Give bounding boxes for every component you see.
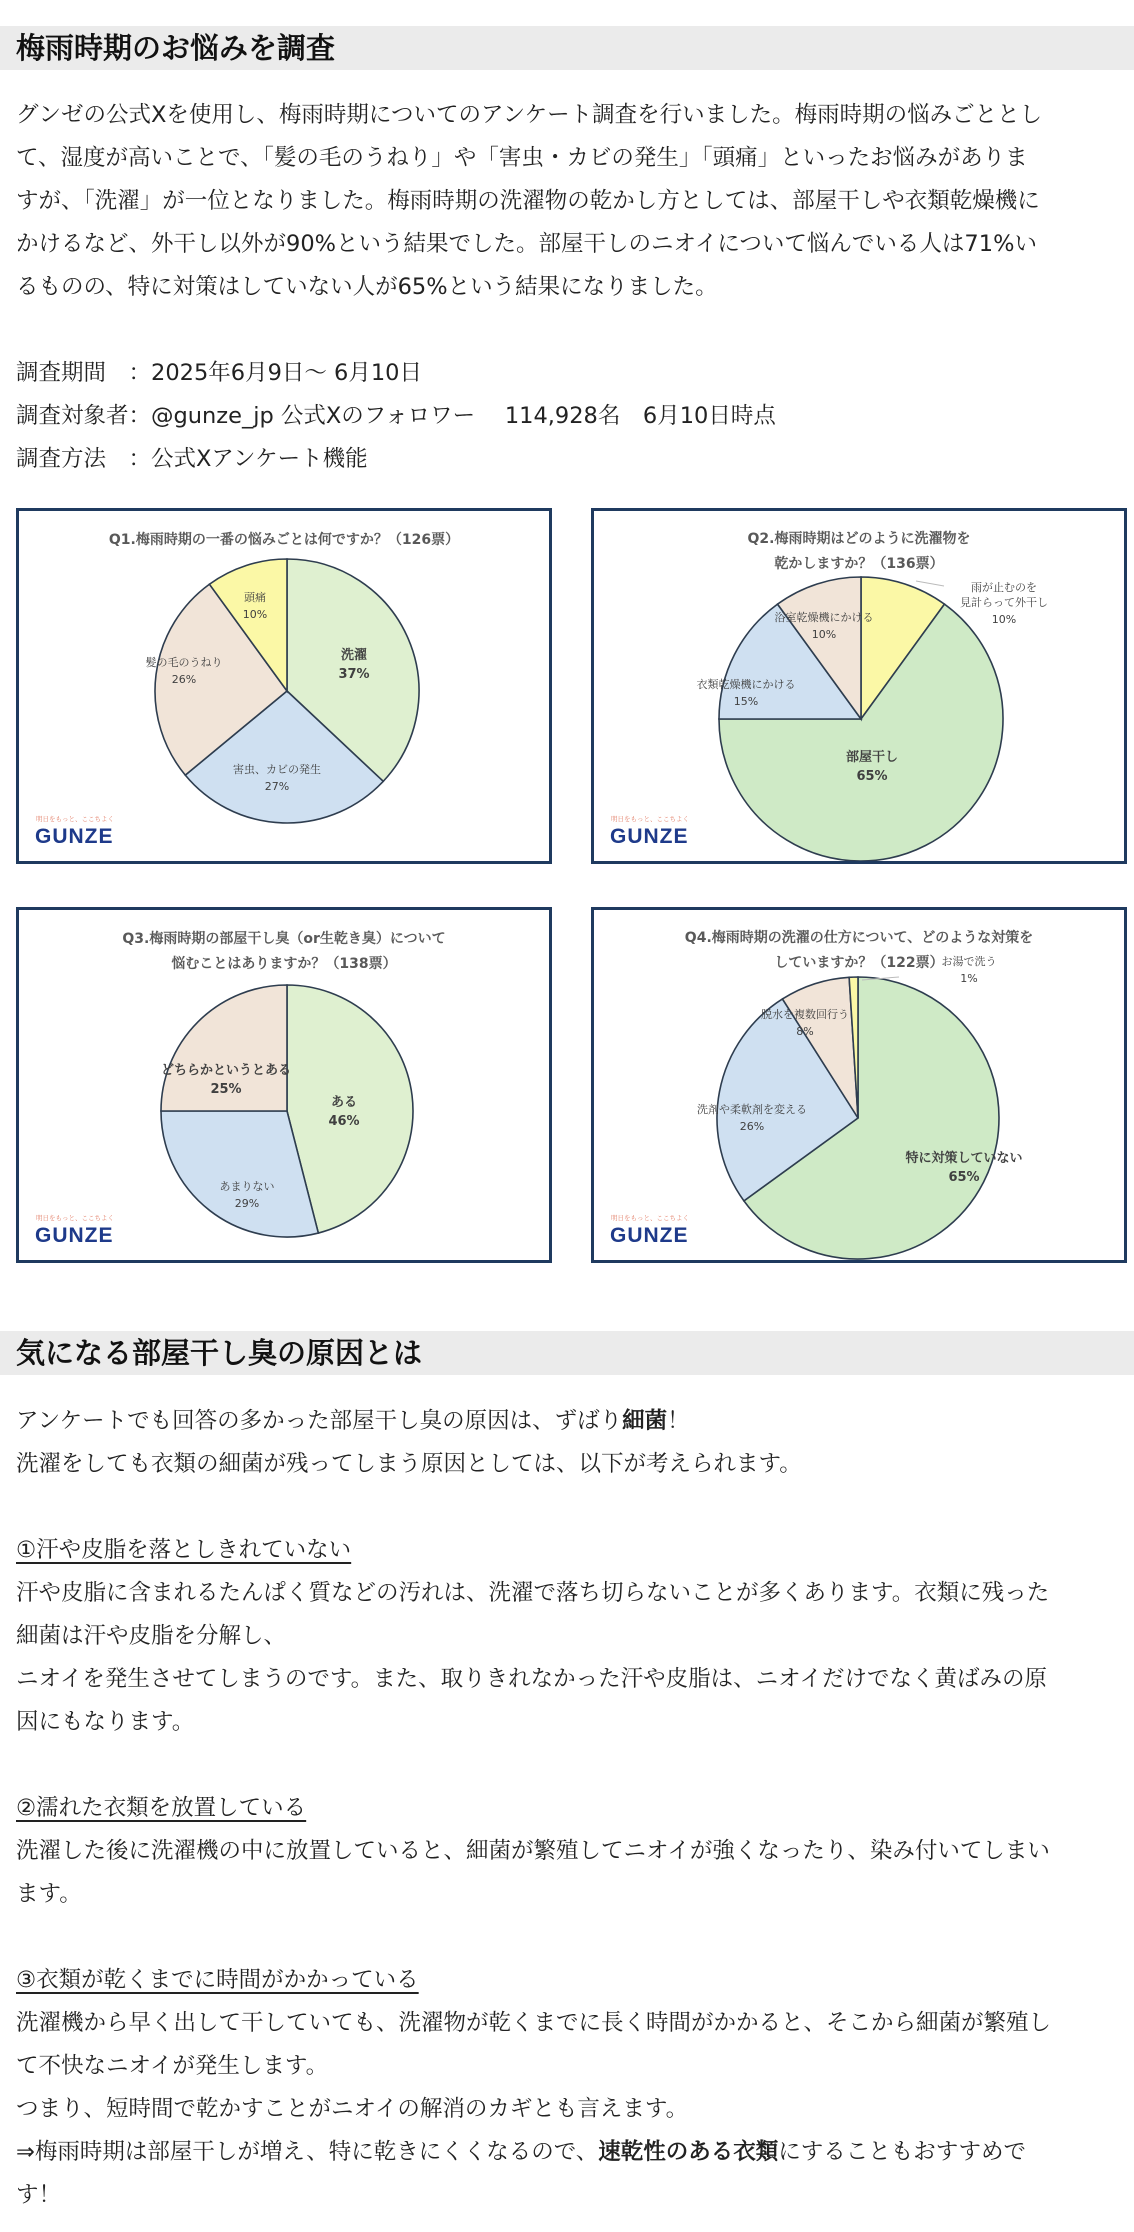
- chart-panel-q1: [16, 508, 552, 864]
- intro-line: すが、「洗濯」が一位となりました。梅雨時期の洗濯物の乾かし方としては、部屋干しや衣類乾燥機に: [16, 188, 1040, 214]
- gunze-logo: GUNZE: [35, 825, 114, 848]
- slice-label: 部屋干し 65%: [845, 750, 899, 784]
- slice-label: 特に対策していない 65%: [905, 1151, 1023, 1185]
- chart-title-line: Q2.梅雨時期はどのように洗濯物を: [747, 531, 971, 547]
- cause-2-line: 洗濯した後に洗濯機の中に放置していると、細菌が繁殖してニオイが強くなったり、染み付いてしまい: [16, 1838, 1050, 1864]
- tagline-accent: ここちよく: [81, 815, 114, 823]
- slice-label: お湯で洗う 1%: [941, 955, 997, 985]
- section-heading-odor-cause: 気になる部屋干し臭の原因とは: [0, 1331, 1134, 1375]
- survey-method: 調査方法 ：公式Xアンケート機能: [16, 446, 368, 472]
- chart-panel-q3: [16, 907, 552, 1263]
- slice-label: 雨が止むのを見計らって外干し 10%: [960, 581, 1048, 626]
- slice-label: 髪の毛のうねり 26%: [145, 656, 223, 686]
- slice-label: 衣類乾燥機にかける 15%: [696, 678, 796, 708]
- lead-text: ！: [667, 1408, 690, 1434]
- closing-emphasis: 速乾性のある衣類: [598, 2139, 779, 2165]
- chart-panel-q2: [591, 508, 1127, 864]
- cause-3-line: て不快なニオイが発生します。: [16, 2053, 329, 2079]
- intro-line: かけるなど、外干し以外が90%という結果でした。部屋干しのニオイについて悩んでいる人は71%い: [16, 231, 1037, 257]
- cause-1-line: 因にもなります。: [16, 1709, 195, 1735]
- cause-1-line: 細菌は汗や皮脂を分解し、: [16, 1623, 287, 1649]
- slice-label: 洗剤や柔軟剤を変える 26%: [697, 1103, 807, 1133]
- pie-chart-q1: [19, 511, 549, 861]
- gunze-logo: GUNZE: [610, 1224, 689, 1247]
- logo-tagline: [36, 1213, 114, 1222]
- intro-line: て、湿度が高いことで、「髪の毛のうねり」や「害虫・カビの発生」「頭痛」といったお悩みがありま: [16, 145, 1028, 171]
- tagline-part: 明日をもっと、: [36, 815, 82, 823]
- lead-emphasis: 細菌: [622, 1408, 668, 1434]
- chart-title-line: Q3.梅雨時期の部屋干し臭（or生乾き臭）について: [122, 931, 446, 947]
- closing-line: す！: [16, 2182, 62, 2208]
- cause-3-line: 洗濯機から早く出して干していても、洗濯物が乾くまでに長く時間がかかると、そこから細菌が繁殖し: [16, 2010, 1052, 2036]
- lead-line: [16, 1400, 1120, 1443]
- slice-label: 浴室乾燥機にかける 10%: [774, 611, 874, 641]
- cause-1-line: ニオイを発生させてしまうのです。また、取りきれなかった汗や皮脂は、ニオイだけでなく黄ばみの原: [16, 1666, 1047, 1692]
- intro-line: グンゼの公式Xを使用し、梅雨時期についてのアンケート調査を行いました。梅雨時期の悩みごととし: [16, 102, 1043, 128]
- slice-label: 脱水を複数回行う 8%: [761, 1008, 849, 1038]
- slice-label: どちらかというとある 25%: [160, 1063, 292, 1097]
- cause-2-title: ②濡れた衣類を放置している: [16, 1795, 307, 1821]
- odor-cause-body: [16, 1400, 1120, 2217]
- logo-tagline: [611, 1213, 689, 1222]
- closing-text: ⇒梅雨時期は部屋干しが増え、特に乾きにくくなるので、: [16, 2139, 599, 2165]
- survey-target: 調査対象者：@gunze_jp 公式Xのフォロワー 114,928名 6月10日時点: [16, 403, 776, 429]
- chart-title-line: 乾かしますか？（136票）: [774, 556, 944, 572]
- tagline-part: 明日をもっと、: [611, 1214, 657, 1222]
- gunze-logo: GUNZE: [35, 1224, 114, 1247]
- slice-label: 害虫、カビの発生 27%: [233, 763, 321, 793]
- slice-label: 頭痛 10%: [242, 591, 268, 621]
- slice-label: ある 46%: [328, 1095, 360, 1129]
- pie-chart-q3: [19, 910, 549, 1260]
- tagline-part: 明日をもっと、: [36, 1214, 82, 1222]
- tagline-accent: ここちよく: [656, 815, 689, 823]
- gunze-logo: GUNZE: [610, 825, 689, 848]
- slice-label: 洗濯 37%: [338, 648, 370, 682]
- cause-3-title: ③衣類が乾くまでに時間がかかっている: [16, 1967, 419, 1993]
- survey-period: 調査期間 ：2025年6月9日～ 6月10日: [16, 360, 422, 386]
- pie-chart-q4: [594, 910, 1124, 1260]
- chart-title-line: Q1.梅雨時期の一番の悩みごとは何ですか？（126票）: [108, 532, 460, 548]
- survey-intro: [16, 94, 1120, 481]
- chart-title-line: 悩むことはありますか？（138票）: [171, 956, 397, 972]
- chart-title-line: Q4.梅雨時期の洗濯の仕方について、どのような対策を: [684, 930, 1034, 946]
- tagline-accent: ここちよく: [81, 1214, 114, 1222]
- closing-text: にすることもおすすめで: [778, 2139, 1027, 2165]
- pie-chart-q2: [594, 511, 1124, 861]
- logo-tagline: [36, 814, 114, 823]
- intro-line: るものの、特に対策はしていない人が65%という結果になりました。: [16, 274, 718, 300]
- slice-label: あまりない 29%: [219, 1180, 275, 1210]
- tagline-part: 明日をもっと、: [611, 815, 657, 823]
- cause-1-title: ①汗や皮脂を落としきれていない: [16, 1537, 352, 1563]
- tagline-accent: ここちよく: [656, 1214, 689, 1222]
- lead-text: アンケートでも回答の多かった部屋干し臭の原因は、ずばり: [16, 1408, 623, 1434]
- cause-3-line: つまり、短時間で乾かすことがニオイの解消のカギとも言えます。: [16, 2096, 689, 2122]
- cause-2-line: ます。: [16, 1881, 82, 1907]
- logo-tagline: [611, 814, 689, 823]
- chart-panel-q4: [591, 907, 1127, 1263]
- chart-title-line: していますか？（122票）: [774, 955, 944, 971]
- cause-1-line: 汗や皮脂に含まれるたんぱく質などの汚れは、洗濯で落ち切らないことが多くあります。衣類に残った: [16, 1580, 1050, 1606]
- lead-line: 洗濯をしても衣類の細菌が残ってしまう原因としては、以下が考えられます。: [16, 1451, 802, 1477]
- leader-line: [916, 581, 944, 586]
- section-heading-survey: 梅雨時期のお悩みを調査: [0, 26, 1134, 70]
- closing-line: [16, 2131, 1120, 2174]
